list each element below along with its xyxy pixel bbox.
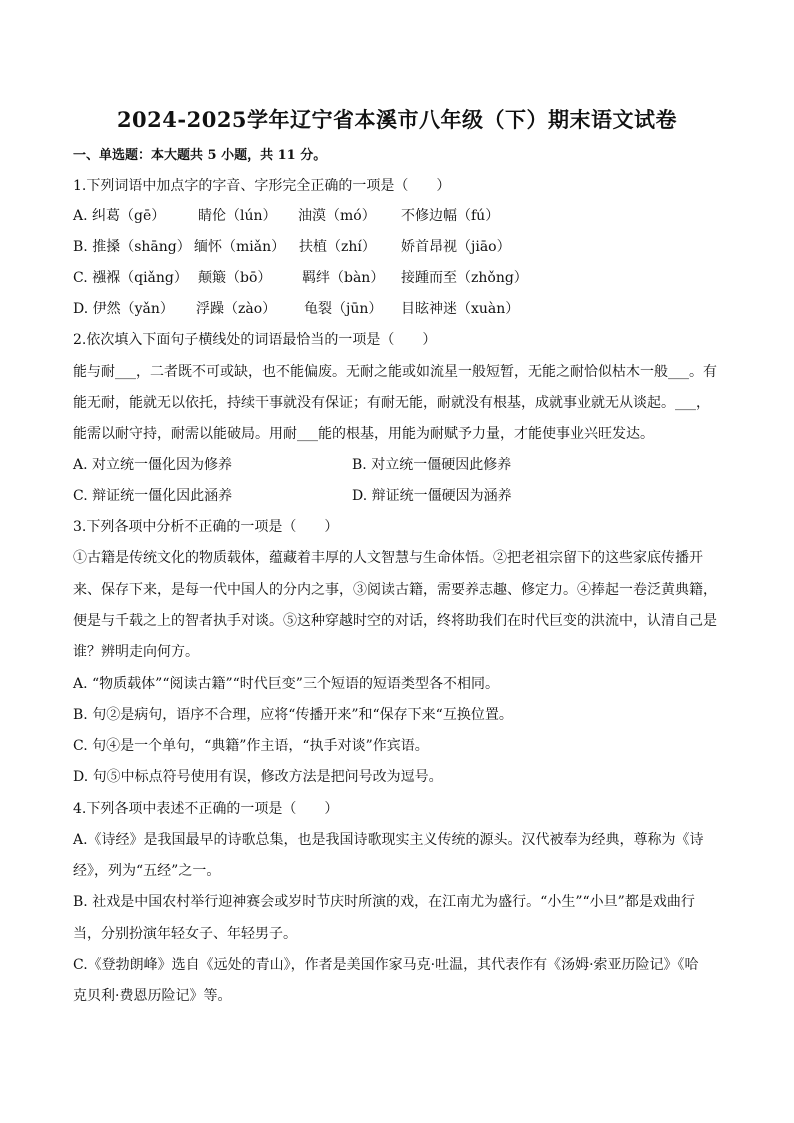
option-d-2: 浮躁（zào）	[196, 301, 277, 317]
question-2-passage-line: 能需以耐守持，耐需以能破局。用耐___能的根基，用能为耐赋予力量，才能使事业兴旺发达。	[73, 426, 654, 442]
question-4-option-a-cont: 经》，列为“五经”之一。	[73, 863, 221, 879]
question-3-passage-line: 谁？辨明走向何方。	[73, 644, 199, 660]
question-4-stem: 4.下列各项中表述不正确的一项是（ ）	[73, 801, 339, 817]
option-c-3: 羁绊（bàn）	[302, 270, 385, 286]
question-1-stem: 1.下列词语中加点字的字音、字形完全正确的一项是（ ）	[73, 178, 451, 194]
question-3-option-c: C. 句④是一个单句，“典籍”作主语，“执手对谈”作宾语。	[73, 738, 429, 754]
question-4-option-c: C.《登勃朗峰》选自《远处的青山》，作者是美国作家马克·吐温，其代表作有《汤姆·索亚历险记》《哈	[73, 957, 699, 973]
question-3-option-d: D. 句⑤中标点符号使用有误，修改方法是把问号改为逗号。	[73, 769, 443, 785]
question-2-stem: 2.依次填入下面句子横线处的词语最恰当的一项是（ ）	[73, 332, 437, 348]
question-2-option-c: C. 辩证统一僵化因此涵养	[73, 488, 233, 504]
option-a-3: 油漠（mó）	[298, 208, 376, 224]
question-4-option-b-cont: 当，分别扮演年轻女子、年轻男子。	[73, 926, 297, 942]
question-3-option-a: A. “物质载体”“阅读古籍”“时代巨变”三个短语的短语类型各不相同。	[73, 676, 499, 692]
option-d-4: 目眩神迷（xuàn）	[401, 301, 520, 317]
option-b-3: 扶植（zhí）	[299, 239, 376, 255]
section-heading: 一、单选题：本大题共 5 小题，共 11 分。	[73, 148, 327, 163]
question-2-passage-line: 能无耐，能就无以依托，持续干事就没有保证；有耐无能，耐就没有根基，成就事业就无从谈起。___，	[73, 395, 710, 411]
option-d-3: 龟裂（jūn）	[304, 301, 383, 317]
option-b-1: B. 推搡（shāng）	[73, 239, 191, 255]
question-2-passage-line: 能与耐___，二者既不可或缺，也不能偏废。无耐之能或如流星一般短暂，无能之耐恰似枯木一般___。有	[73, 364, 717, 380]
option-b-4: 娇首昂视（jiāo）	[401, 239, 511, 255]
option-b-2: 缅怀（miǎn）	[194, 239, 286, 255]
option-a-1: A. 纠葛（gē）	[73, 208, 166, 224]
option-a-2: 睛伦（lún）	[198, 208, 277, 224]
question-2-option-a: A. 对立统一僵化因为修养	[73, 457, 233, 473]
question-2-option-b: B. 对立统一僵硬因此修养	[352, 457, 512, 473]
option-c-2: 颠簸（bō）	[198, 270, 272, 286]
question-3-passage-line: ①古籍是传统文化的物质载体，蕴藏着丰厚的人文智慧与生命体悟。②把老祖宗留下的这些家底传播开	[73, 550, 703, 566]
page-title: 2024-2025学年辽宁省本溪市八年级（下）期末语文试卷	[116, 107, 678, 132]
question-3-passage-line: 来、保存下来，是每一代中国人的分内之事，③阅读古籍，需要养志趣、修定力。④捧起一卷泛黄典籍，	[73, 582, 717, 598]
option-c-4: 接踵而至（zhǒng）	[401, 270, 528, 286]
question-3-option-b: B. 句②是病句，语序不合理，应将“传播开来”和“保存下来“互换位置。	[73, 707, 513, 723]
question-4-option-c-cont: 克贝利·费恩历险记》等。	[73, 988, 232, 1004]
option-c-1: C. 襁褓（qiǎng）	[73, 270, 188, 286]
question-4-option-b: B. 社戏是中国农村举行迎神赛会或岁时节庆时所演的戏，在江南尤为盛行。“小生”“小旦”都是戏曲行	[73, 894, 695, 910]
question-4-option-a: A.《诗经》是我国最早的诗歌总集，也是我国诗歌现实主义传统的源头。汉代被奉为经典，尊称为《诗	[73, 832, 704, 848]
question-2-option-d: D. 辩证统一僵硬因为涵养	[352, 488, 512, 504]
option-a-4: 不修边幅（fú）	[401, 208, 500, 224]
option-d-1: D. 伊然（yǎn）	[73, 301, 174, 317]
question-3-passage-line: 便是与千载之上的智者执手对谈。⑤这种穿越时空的对话，终将助我们在时代巨变的洪流中，认清自己是	[73, 613, 717, 629]
question-3-stem: 3.下列各项中分析不正确的一项是（ ）	[73, 519, 339, 535]
